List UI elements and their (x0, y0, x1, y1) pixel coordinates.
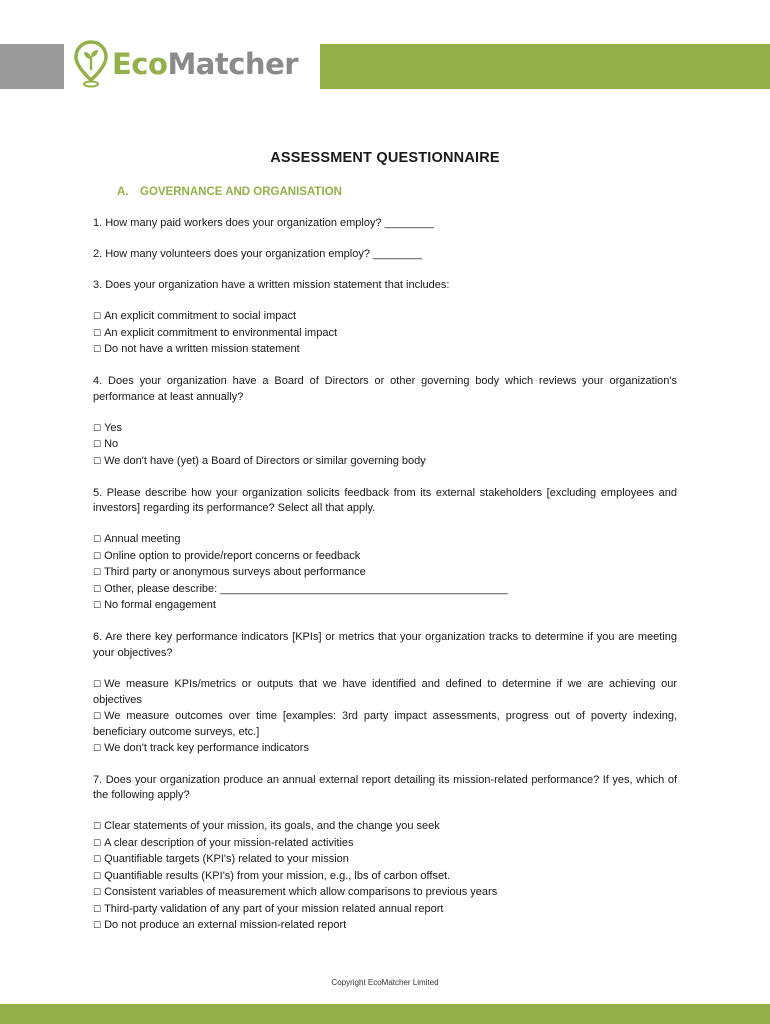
option-item (93, 885, 677, 902)
option-item (93, 819, 677, 836)
option-label: An explicit commitment to social impact (104, 310, 297, 322)
page-title: ASSESSMENT QUESTIONNAIRE (270, 150, 500, 166)
option-label: No (104, 438, 119, 450)
option-label: Third-party validation of any part of your mission related annual report (104, 902, 444, 915)
option-item (93, 565, 677, 582)
option-label: An explicit commitment to environmental impact (104, 326, 338, 339)
checkbox-icon[interactable]: ☐ (93, 584, 102, 595)
option-item (93, 582, 677, 599)
option-item (93, 532, 677, 549)
footer-copyright: Copyright EcoMatcher Limited (331, 978, 439, 987)
question-3-options (93, 309, 677, 359)
option-item (93, 677, 677, 709)
checkbox-icon[interactable]: ☐ (93, 328, 102, 339)
questionnaire (93, 216, 677, 950)
checkbox-icon[interactable]: ☐ (93, 423, 102, 434)
checkbox-icon[interactable]: ☐ (93, 679, 102, 690)
option-label: Quantifiable targets (KPI's) related to your mission (104, 853, 349, 865)
question-4: 4. Does your organization have a Board of Directors or other governing body which reviews your organization's performance at least annually? (93, 375, 677, 403)
question-4-options (93, 421, 677, 471)
option-label: A clear description of your mission-related activities (104, 836, 354, 849)
option-item (93, 836, 677, 853)
question-6-options (93, 677, 677, 758)
checkbox-icon[interactable]: ☐ (93, 921, 102, 931)
option-label: We measure KPIs/metrics or outputs that we have identified and defined to determine if we are achieving our objectives (93, 677, 677, 706)
checkbox-icon[interactable]: ☐ (93, 345, 102, 355)
question-5: 5. Please describe how your organization solicits feedback from its external stakeholders [excluding employees and investors] regarding its performance? Select all that apply. (93, 486, 677, 514)
option-item (93, 902, 677, 919)
option-label: Consistent variables of measurement which allow comparisons to previous years (104, 886, 498, 898)
question-1: 1. How many paid workers does your organization employ? ________ (93, 217, 434, 229)
checkbox-icon[interactable]: ☐ (93, 601, 102, 611)
option-label: Do not have a written mission statement (104, 343, 300, 355)
checkbox-icon[interactable]: ☐ (93, 440, 102, 450)
option-label: We measure outcomes over time [examples: 3rd party impact assessments, progress out of poverty indexing, beneficiary outcome surveys, etc.] (93, 709, 677, 738)
checkbox-icon[interactable]: ☐ (93, 904, 102, 915)
option-label: Other, please describe: _______________________________________________ (104, 582, 508, 595)
section-number: A. (117, 186, 129, 198)
option-label: Annual meeting (104, 533, 181, 545)
footer-green-bar (0, 1004, 770, 1024)
option-label: No formal engagement (104, 599, 216, 611)
checkbox-icon[interactable]: ☐ (93, 743, 102, 754)
question-6: 6. Are there key performance indicators [KPIs] or metrics that your organization tracks to determine if you are meeting your objectives? (93, 631, 677, 659)
header-gray-bar (0, 44, 64, 89)
option-label: We don't have (yet) a Board of Directors or similar governing body (104, 454, 426, 467)
option-item (93, 869, 677, 886)
option-label: We don't track key performance indicators (104, 741, 309, 754)
checkbox-icon[interactable]: ☐ (93, 888, 102, 898)
option-item (93, 437, 677, 454)
question-3: 3. Does your organization have a written mission statement that includes: (93, 279, 450, 291)
checkbox-icon[interactable]: ☐ (93, 838, 102, 849)
option-item (93, 598, 677, 615)
checkbox-icon[interactable]: ☐ (93, 711, 102, 722)
logo-wordmark: EcoMatcher (112, 47, 299, 81)
checkbox-icon[interactable]: ☐ (93, 456, 102, 467)
ecomatcher-logo (74, 40, 298, 88)
checkbox-icon[interactable]: ☐ (93, 535, 102, 545)
checkbox-icon[interactable]: ☐ (93, 822, 102, 832)
header-green-bar (320, 44, 770, 89)
checkbox-icon[interactable]: ☐ (93, 855, 102, 865)
option-item (93, 421, 677, 438)
option-item (93, 454, 677, 471)
option-label: Online option to provide/report concerns or feedback (104, 549, 361, 562)
question-7-options (93, 819, 677, 935)
option-label: Third party or anonymous surveys about performance (104, 566, 366, 578)
question-7: 7. Does your organization produce an annual external report detailing its mission-related performance? If yes, which of the following apply? (93, 773, 677, 801)
option-label: Do not produce an external mission-related report (104, 919, 347, 931)
option-item (93, 309, 677, 326)
option-item (93, 741, 677, 758)
option-label: Yes (104, 421, 123, 434)
option-label: Clear statements of your mission, its goals, and the change you seek (104, 820, 440, 832)
checkbox-icon[interactable]: ☐ (93, 312, 102, 322)
section-label: GOVERNANCE AND ORGANISATION (140, 186, 342, 198)
option-item (93, 549, 677, 566)
option-item (93, 342, 677, 359)
option-item (93, 918, 677, 935)
question-2: 2. How many volunteers does your organization employ? ________ (93, 248, 422, 260)
checkbox-icon[interactable]: ☐ (93, 551, 102, 562)
section-heading (117, 186, 342, 198)
option-item (93, 852, 677, 869)
checkbox-icon[interactable]: ☐ (93, 568, 102, 578)
location-pin-leaf-icon (74, 40, 108, 88)
checkbox-icon[interactable]: ☐ (93, 871, 102, 882)
option-item (93, 709, 677, 741)
option-item (93, 326, 677, 343)
option-label: Quantifiable results (KPI's) from your mission, e.g., lbs of carbon offset. (104, 869, 451, 882)
question-5-options (93, 532, 677, 615)
